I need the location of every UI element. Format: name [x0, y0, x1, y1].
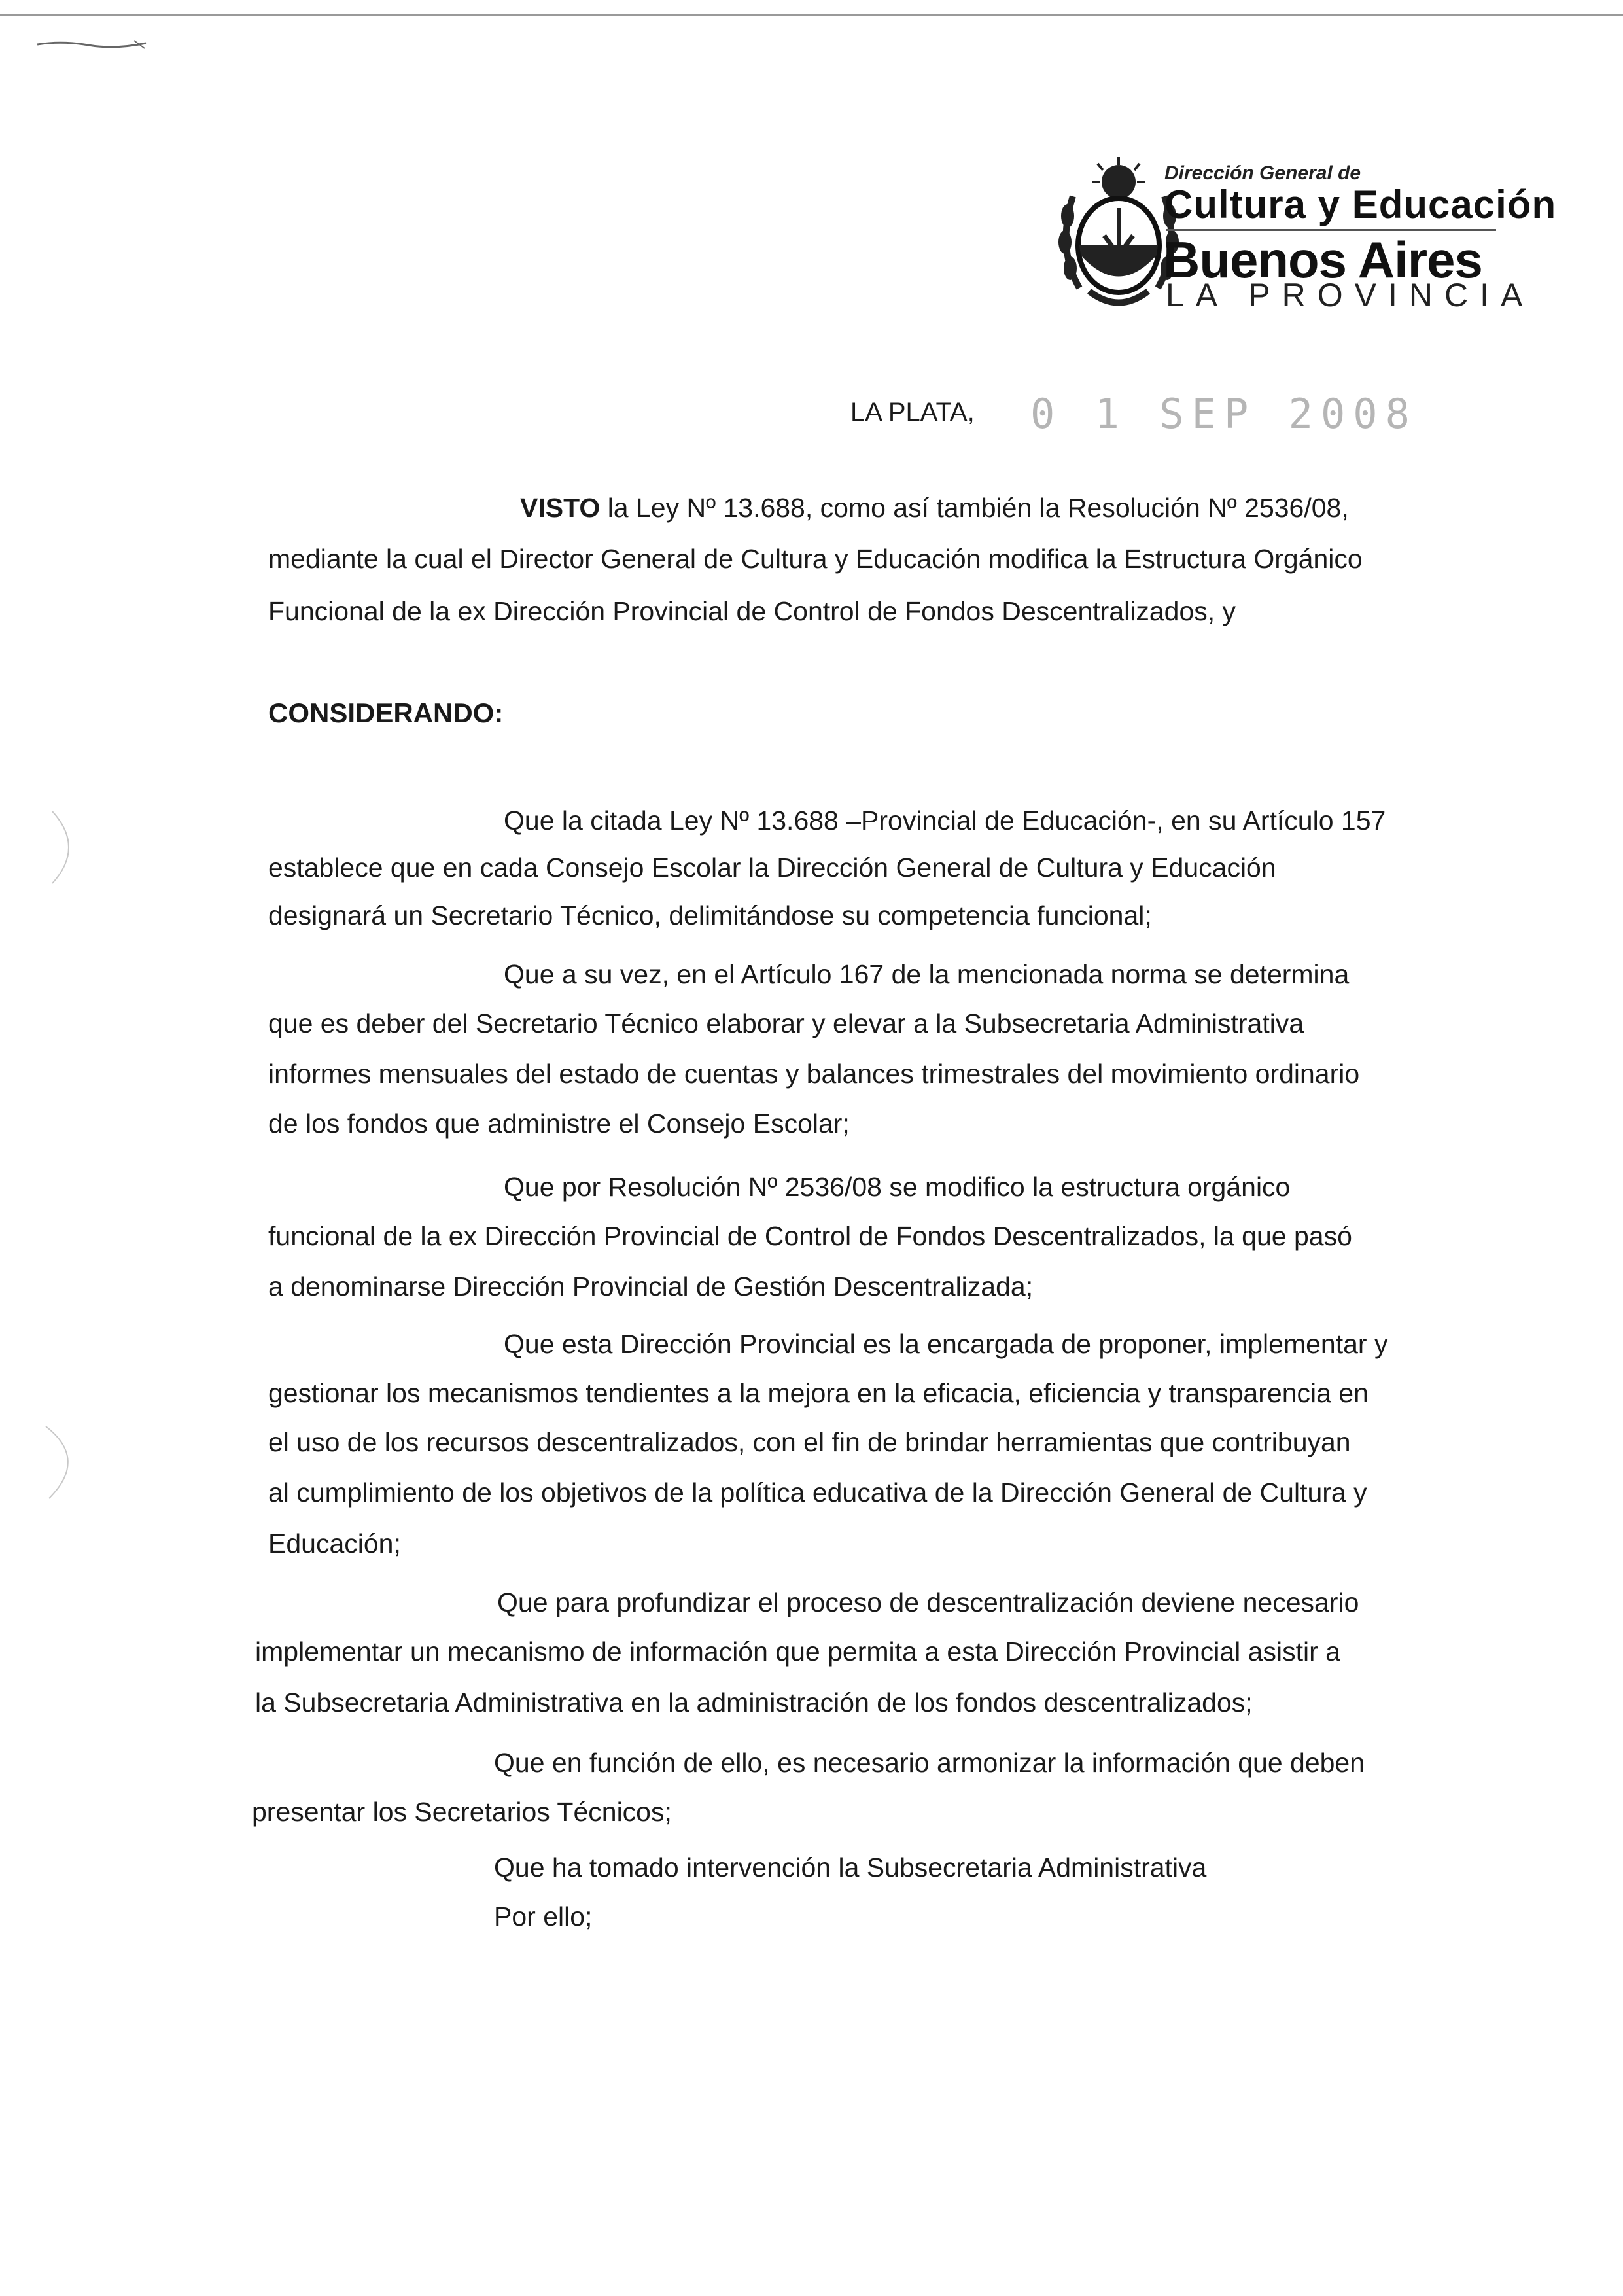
visto-text: la Ley Nº 13.688, como así también la Resolución Nº 2536/08,: [607, 493, 1349, 523]
para-4-line-4: al cumplimiento de los objetivos de la política educativa de la Dirección General de Cultura y: [268, 1477, 1367, 1508]
date-stamp: 0 1 SEP 2008: [1030, 390, 1418, 438]
para-1-line-3: designará un Secretario Técnico, delimitándose su competencia funcional;: [268, 900, 1152, 930]
para-3-line-1: Que por Resolución Nº 2536/08 se modifico la estructura orgánico: [504, 1172, 1291, 1202]
para-4-line-5: Educación;: [268, 1528, 401, 1559]
letterhead-province-label: LA PROVINCIA: [1166, 277, 1535, 313]
closing-line: Por ello;: [494, 1901, 593, 1932]
para-5-line-1: Que para profundizar el proceso de descentralización deviene necesario: [497, 1587, 1359, 1617]
para-3-line-3: a denominarse Dirección Provincial de Gestión Descentralizada;: [268, 1271, 1034, 1301]
visto-line-1: [520, 492, 1349, 524]
para-7-line-1: Que ha tomado intervención la Subsecretaria Administrativa: [494, 1852, 1207, 1882]
para-5-line-3: la Subsecretaria Administrativa en la administración de los fondos descentralizados;: [255, 1687, 1253, 1718]
date-place: LA PLATA,: [850, 398, 975, 427]
para-2-line-1: Que a su vez, en el Artículo 167 de la mencionada norma se determina: [504, 959, 1350, 989]
para-2-line-2: que es deber del Secretario Técnico elaborar y elevar a la Subsecretaria Administrativa: [268, 1008, 1304, 1038]
corner-mark: [36, 39, 147, 50]
para-6-line-1: Que en función de ello, es necesario armonizar la información que deben: [494, 1748, 1365, 1778]
para-4-line-2: gestionar los mecanismos tendientes a la mejora en la eficacia, eficiencia y transparencia en: [268, 1378, 1369, 1408]
considerando-heading: CONSIDERANDO:: [268, 698, 504, 728]
scan-edge-line: [0, 14, 1623, 16]
para-4-line-3: el uso de los recursos descentralizados, con el fin de brindar herramientas que contribuyan: [268, 1427, 1351, 1457]
punch-hole-bottom: [26, 1423, 85, 1502]
para-3-line-2: funcional de la ex Dirección Provincial de Control de Fondos Descentralizados, la que pasó: [268, 1221, 1352, 1251]
visto-lead: VISTO: [520, 493, 601, 523]
para-2-line-3: informes mensuales del estado de cuentas y balances trimestrales del movimiento ordinario: [268, 1059, 1360, 1089]
para-2-line-4: de los fondos que administre el Consejo Escolar;: [268, 1108, 850, 1139]
visto-line-2: mediante la cual el Director General de Cultura y Educación modifica la Estructura Orgánico: [268, 544, 1363, 574]
letterhead-province-name: Buenos Aires: [1163, 231, 1482, 289]
letterhead: [1053, 157, 1557, 321]
para-4-line-1: Que esta Dirección Provincial es la encargada de proponer, implementar y: [504, 1329, 1388, 1359]
para-1-line-2: establece que en cada Consejo Escolar la Dirección General de Cultura y Educación: [268, 853, 1276, 883]
para-1-line-1: Que la citada Ley Nº 13.688 –Provincial de Educación-, en su Artículo 157: [504, 805, 1386, 836]
para-5-line-2: implementar un mecanismo de información que permita a esta Dirección Provincial asistir a: [255, 1636, 1340, 1667]
punch-hole-top: [26, 808, 85, 887]
para-6-line-2: presentar los Secretarios Técnicos;: [252, 1797, 672, 1827]
letterhead-subtitle: Dirección General de: [1164, 162, 1361, 184]
visto-line-3: Funcional de la ex Dirección Provincial de Control de Fondos Descentralizados, y: [268, 596, 1236, 626]
letterhead-title: Cultura y Educación: [1164, 183, 1557, 226]
